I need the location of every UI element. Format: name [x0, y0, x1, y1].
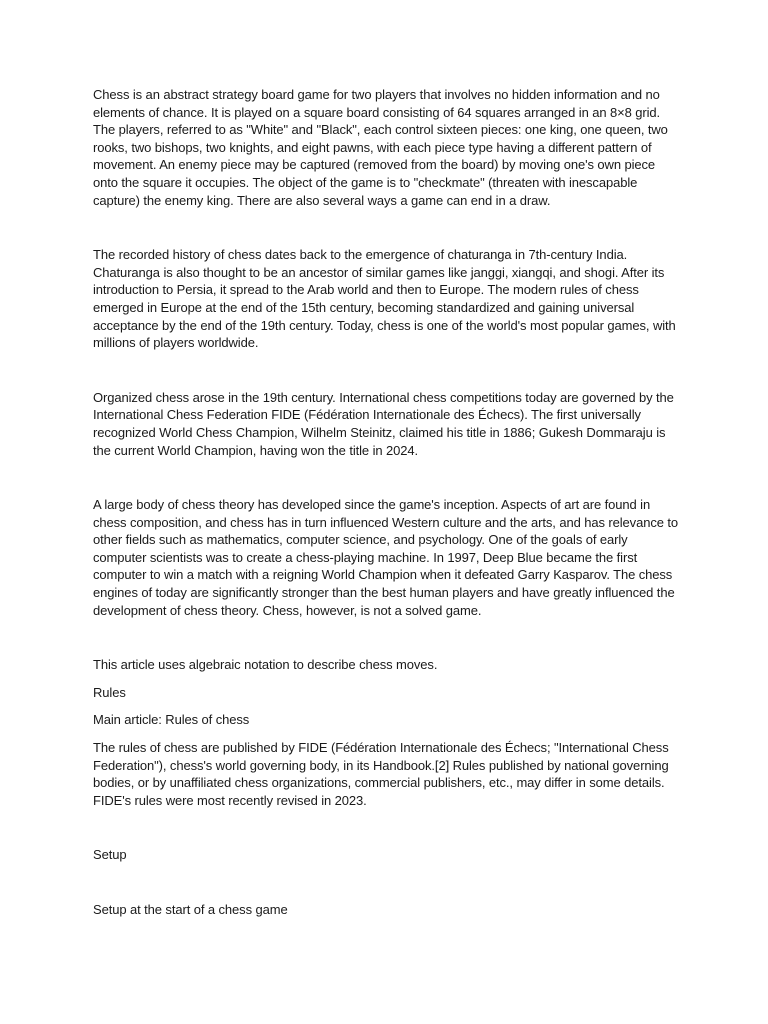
heading-rules: Rules — [93, 684, 126, 700]
paragraph-rules: The rules of chess are published by FIDE (Fédération Internationale des Échecs; "International Chess Federation"), chess's world governing body, in its Handbook.[2] Rules published by national governing bodies, or by unaffiliated chess organizations, commercial publishers, etc., may differ in some details. FIDE's rules were most recently revised in 2023. — [93, 740, 669, 808]
setup-caption: Setup at the start of a chess game — [93, 902, 288, 917]
paragraph-intro: Chess is an abstract strategy board game for two players that involves no hidden information and no elements of chance. It is played on a square board consisting of 64 squares arranged in an 8×8 grid. The players, referred to as "White" and "Black", each control sixteen pieces: one king, one queen, two rooks, two bishops, two knights, and eight pawns, with each piece type having a different pattern of movement. An enemy piece may be captured (removed from the board) by moving one's own piece onto the square it occupies. The object of the game is to "checkmate" (threaten with inescapable capture) the enemy king. There are also several ways a game can end in a draw. — [93, 87, 668, 208]
paragraph-notation: This article uses algebraic notation to describe chess moves. — [93, 657, 438, 673]
document-page — [93, 86, 683, 919]
heading-setup: Setup — [93, 847, 127, 863]
paragraph-organized-chess: Organized chess arose in the 19th century. International chess competitions today are governed by the International Chess Federation FIDE (Fédération Internationale des Échecs). The first universally recognized World Chess Champion, Wilhelm Steinitz, claimed his title in 1886; Gukesh Dommaraju is the current World Champion, having won the title in 2024. — [93, 389, 674, 458]
main-article-note: Main article: Rules of chess — [93, 712, 250, 728]
paragraph-chess-theory: A large body of chess theory has developed since the game's inception. Aspects of art are found in chess composition, and chess has in turn influenced Western culture and the arts, and has relevance to other fields such as mathematics, computer science, and psychology. One of the goals of early computer scientists was to create a chess-playing machine. In 1997, Deep Blue became the first computer to win a match with a reigning World Champion when it defeated Garry Kasparov. The chess engines of today are significantly stronger than the best human players and have greatly influenced the development of chess theory. Chess, however, is not a solved game. — [93, 497, 679, 618]
paragraph-history: The recorded history of chess dates back to the emergence of chaturanga in 7th-century India. Chaturanga is also thought to be an ancestor of similar games like janggi, xiangqi, and shogi. After its introduction to Persia, it spread to the Arab world and then to Europe. The modern rules of chess emerged in Europe at the end of the 15th century, becoming standardized and gaining universal acceptance by the end of the 19th century. Today, chess is one of the world's most popular games, with millions of players worldwide. — [93, 247, 676, 351]
